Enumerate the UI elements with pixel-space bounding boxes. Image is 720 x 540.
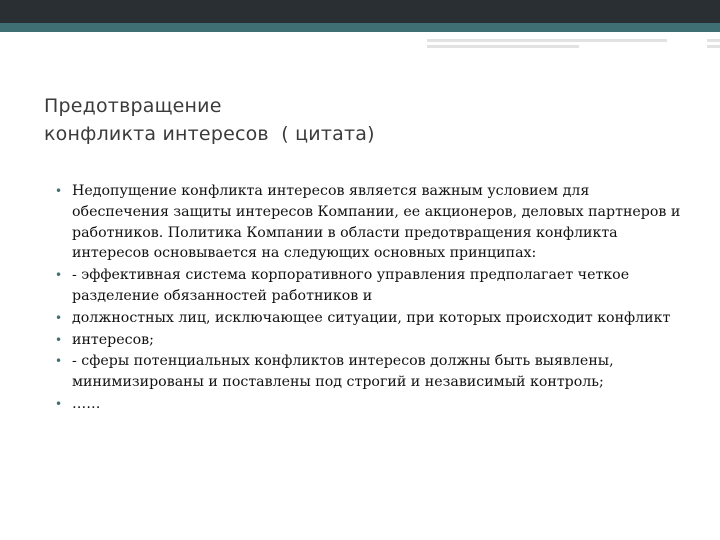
slide-title-line-1: Предотвращение <box>44 95 222 117</box>
decorative-line <box>427 39 667 42</box>
bullet-icon: • <box>55 268 63 283</box>
list-item <box>55 394 685 415</box>
bullet-icon: • <box>55 354 63 369</box>
list-item <box>55 351 685 393</box>
decorative-line <box>707 39 720 42</box>
bullet-list <box>55 181 685 416</box>
bullet-text: должностных лиц, исключающее ситуации, при которых происходит конфликт <box>72 309 671 326</box>
list-item <box>55 265 685 307</box>
decorative-line <box>427 45 579 48</box>
list-item <box>55 308 685 329</box>
bullet-text: Недопущение конфликта интересов является важным условием для обеспечения защиты интересов Компании, ее акционеров, деловых партнеров и работников. Политика Компании в области предотвращения конфликта интересов основывается на следующих основных принципах: <box>72 183 681 262</box>
list-item <box>55 181 685 264</box>
list-item <box>55 330 685 351</box>
bullet-icon: • <box>55 184 63 198</box>
header-dark-band <box>0 0 720 23</box>
bullet-icon: • <box>55 332 63 347</box>
bullet-text: - эффективная система корпоративного управления предполагает четкое разделение обязанностей работников и <box>72 267 630 304</box>
bullet-text: интересов; <box>72 331 154 348</box>
bullet-icon: • <box>55 310 63 325</box>
bullet-icon: • <box>55 396 63 411</box>
bullet-text: …… <box>72 395 101 412</box>
slide-title-line-2: конфликта интересов ( цитата) <box>44 123 375 145</box>
decorative-line <box>707 45 720 48</box>
header-accent-strip <box>0 23 720 32</box>
bullet-text: - сферы потенциальных конфликтов интересов должны быть выявлены, минимизированы и поставлены под строгий и независимый контроль; <box>72 353 614 391</box>
slide-title <box>44 92 564 148</box>
